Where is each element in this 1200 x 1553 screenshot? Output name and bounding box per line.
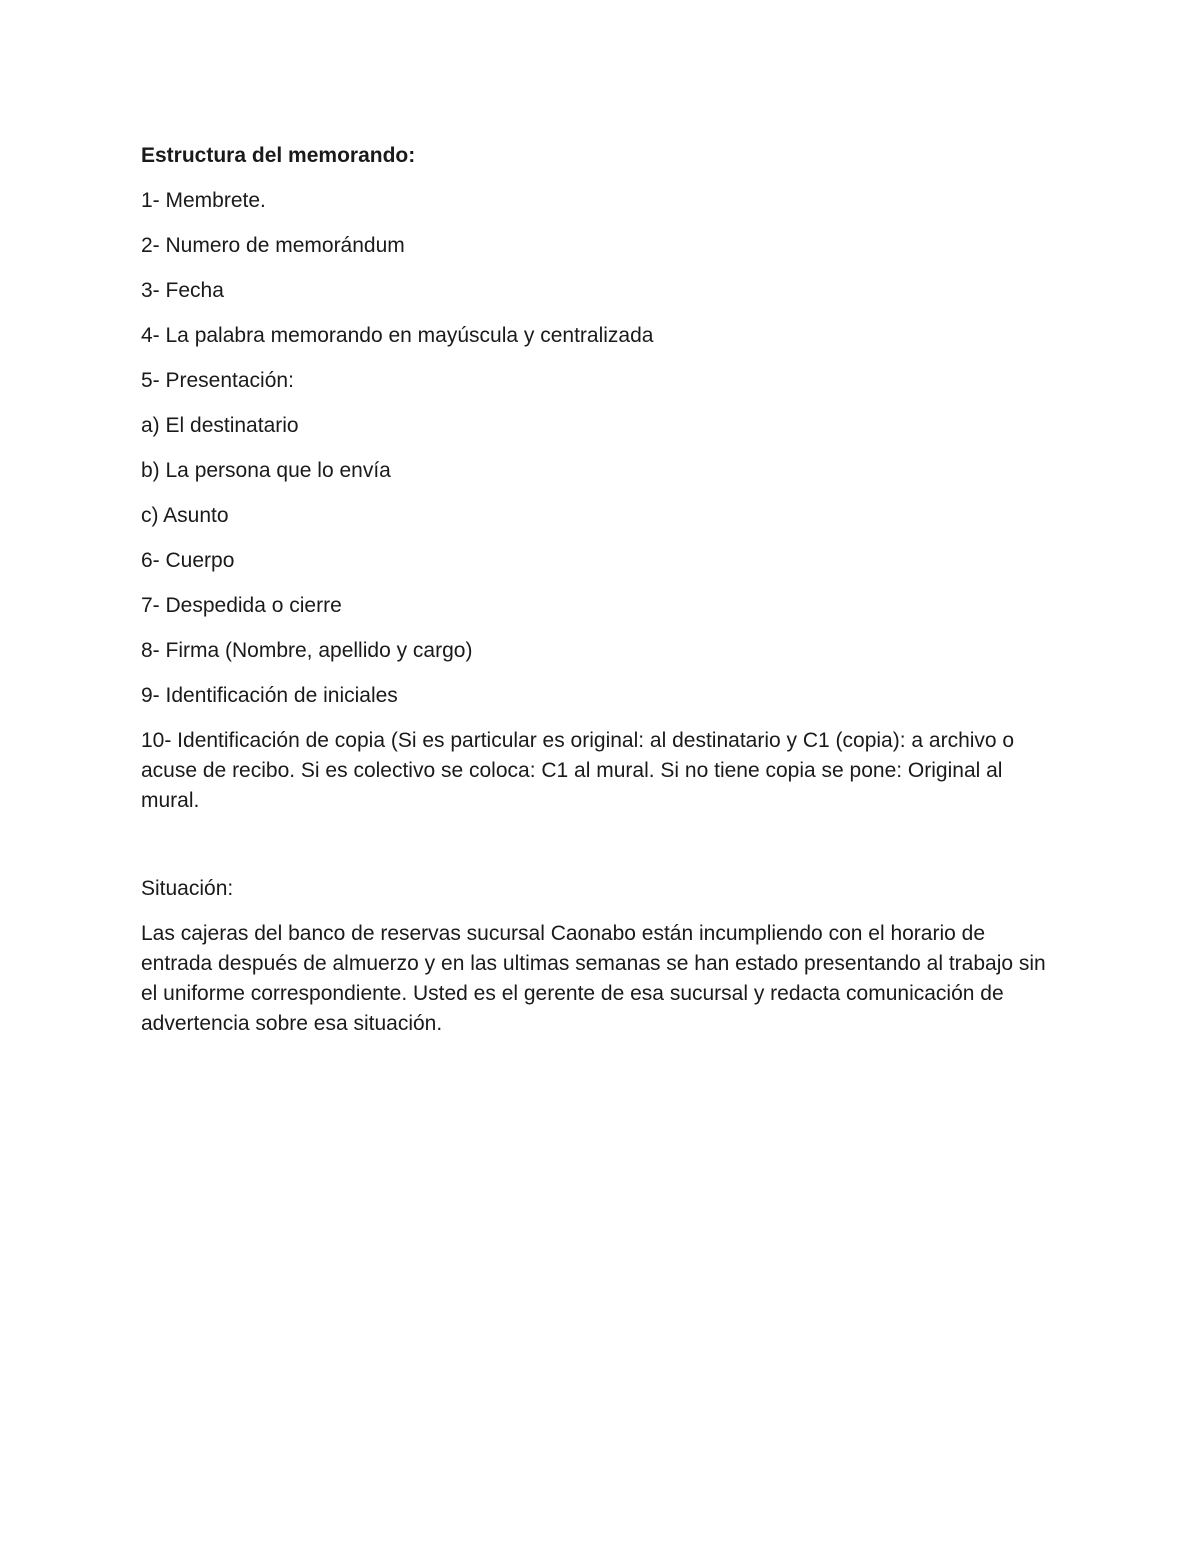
list-item-copia: 10- Identificación de copia (Si es particular es original: al destinatario y C1 (copia): a archivo o acuse de recibo. Si es colectivo se coloca: C1 al mural. Si no tiene copia se pone: Original al mural. — [141, 729, 1015, 812]
list-item: 5- Presentación: — [141, 369, 294, 392]
list-item: 6- Cuerpo — [141, 549, 235, 572]
document-page — [141, 141, 1071, 1039]
list-item: 3- Fecha — [141, 279, 224, 302]
list-item: 8- Firma (Nombre, apellido y cargo) — [141, 639, 473, 662]
situacion-label: Situación: — [141, 877, 234, 900]
list-item: 9- Identificación de iniciales — [141, 684, 398, 707]
document-heading: Estructura del memorando: — [141, 144, 416, 167]
list-item: 2- Numero de memorándum — [141, 234, 405, 257]
list-item: a) El destinatario — [141, 414, 299, 437]
section-spacer — [141, 816, 1071, 874]
list-item: c) Asunto — [141, 504, 229, 527]
list-item: 7- Despedida o cierre — [141, 594, 342, 617]
situacion-paragraph: Las cajeras del banco de reservas sucursal Caonabo están incumpliendo con el horario de entrada después de almuerzo y en las ultimas semanas se han estado presentando al trabajo sin el uniforme correspondiente. Usted es el gerente de esa sucursal y redacta comunicación de advertencia sobre esa situación. — [141, 922, 1046, 1035]
list-item: b) La persona que lo envía — [141, 459, 391, 482]
list-item: 1- Membrete. — [141, 189, 266, 212]
list-item: 4- La palabra memorando en mayúscula y centralizada — [141, 324, 654, 347]
